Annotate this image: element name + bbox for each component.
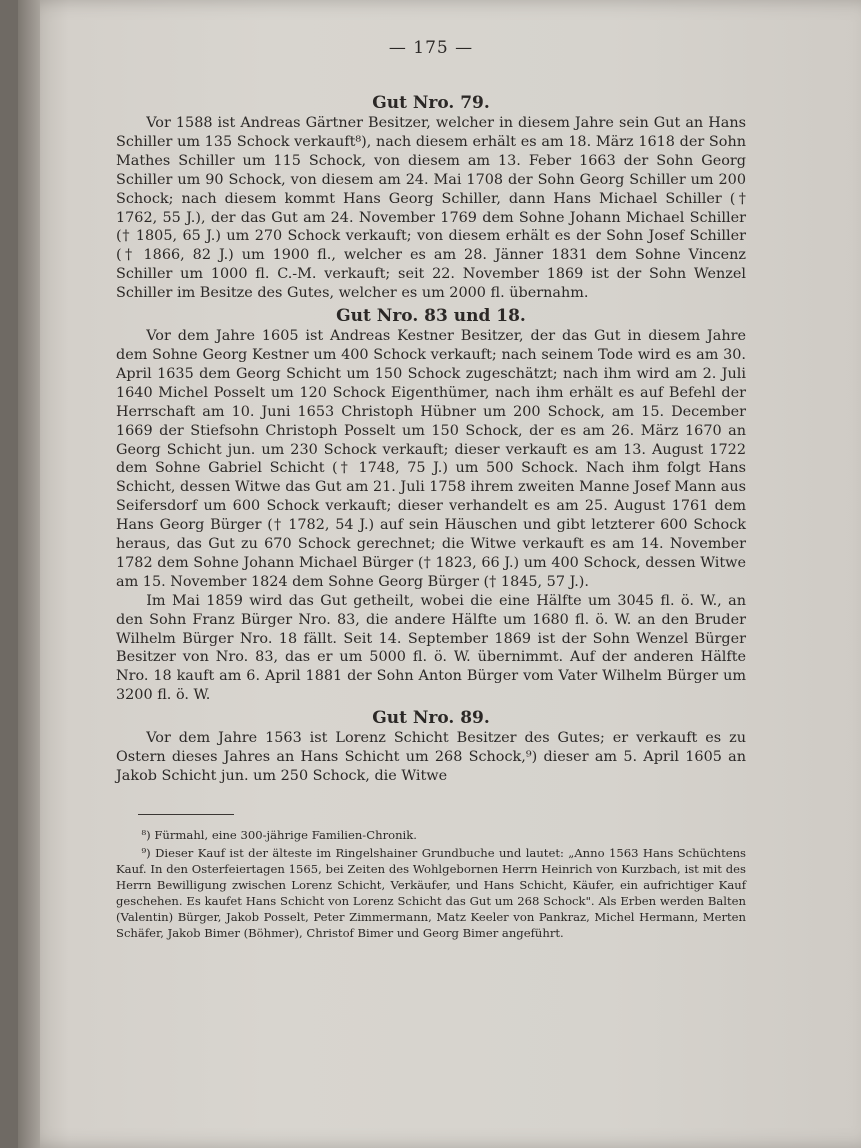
section-heading: Gut Nro. 83 und 18. xyxy=(336,306,526,327)
page-number: — 175 — xyxy=(388,38,474,58)
section-gut-79 xyxy=(116,92,746,303)
section-paragraph: Vor 1588 ist Andreas Gärtner Besitzer, welcher in diesem Jahre sein Gut an Hans Schiller um 135 Schock verkauft⁸), nach diesem erhält es am 18. März 1618 der Sohn Mathes Schiller um 115 Schock, von diesem am 13. Feber 1663 der Sohn Georg Schiller um 90 Schock, von diesem am 24. Mai 1708 der Sohn Georg Schiller um 200 Schock; nach diesem kommt Hans Georg Schiller, dann Hans Michael Schiller († 1762, 55 J.), der das Gut am 24. November 1769 dem Sohne Johann Michael Schiller († 1805, 65 J.) um 270 Schock verkauft; von diesem erhält es der Sohn Josef Schiller († 1866, 82 J.) um 1900 fl., welcher es am 28. Jänner 1831 dem Sohne Vincenz Schiller um 1000 fl. C.-M. verkauft; seit 22. November 1869 ist der Sohn Wenzel Schiller im Besitze des Gutes, welcher es um 2000 fl. übernahm. xyxy=(116,115,746,302)
section-gut-89 xyxy=(116,707,746,786)
section-gut-83-18 xyxy=(116,305,746,705)
section-paragraph: Vor dem Jahre 1605 ist Andreas Kestner Besitzer, der das Gut in diesem Jahre dem Sohne Georg Kestner um 400 Schock verkauft; nach seinem Tode wird es am 30. April 1635 dem Georg Schicht um 150 Schock zugeschätzt; nach ihm wird am 2. Juli 1640 Michel Posselt um 120 Schock Eigenthümer, nach ihm erhält es auf Befehl der Herrschaft am 10. Juni 1653 Christoph Hübner um 200 Schock, am 15. December 1669 der Stiefsohn Christoph Posselt um 150 Schock, der es am 26. März 1670 an Georg Schicht jun. um 230 Schock verkauft; dieser verkauft es am 13. August 1722 dem Sohne Gabriel Schicht († 1748, 75 J.) um 500 Schock. Nach ihm folgt Hans Schicht, dessen Witwe das Gut am 21. Juli 1758 ihrem zweiten Manne Josef Mann aus Seifersdorf um 600 Schock verkauft; dieser verhandelt es am 25. August 1761 dem Hans Georg Bürger († 1782, 54 J.) auf sein Häuschen und gibt letzterer 600 Schock heraus, das Gut zu 670 Schock gerechnet; die Witwe verkauft es am 14. November 1782 dem Sohne Johann Michael Bürger († 1823, 66 J.) um 400 Schock, dessen Witwe am 15. November 1824 dem Sohne Georg Bürger († 1845, 57 J.). xyxy=(116,328,746,590)
page-content xyxy=(116,38,746,941)
section-heading: Gut Nro. 79. xyxy=(372,93,490,113)
section-paragraph: Vor dem Jahre 1563 ist Lorenz Schicht Besitzer des Gutes; er verkauft es zu Ostern dieses Jahres an Hans Schicht um 268 Schock,⁹) dieser am 5. April 1605 an Jakob Schicht jun. um 250 Schock, die Witwe xyxy=(116,730,746,784)
section-paragraph: Im Mai 1859 wird das Gut getheilt, wobei die eine Hälfte um 3045 fl. ö. W., an den Sohn Franz Bürger Nro. 83, die andere Hälfte um 1680 fl. ö. W. an den Bruder Wilhelm Bürger Nro. 18 fällt. Seit 14. September 1869 ist der Sohn Wenzel Bürger Besitzer von Nro. 83, das er um 5000 fl. ö. W. übernimmt. Auf der anderen Hälfte Nro. 18 kauft am 6. April 1881 der Sohn Anton Bürger vom Vater Wilhelm Bürger um 3200 fl. ö. W. xyxy=(116,592,746,704)
section-heading: Gut Nro. 89. xyxy=(372,708,490,729)
footnote-divider xyxy=(138,814,234,815)
book-page xyxy=(18,0,861,1148)
page-gutter-shadow xyxy=(18,0,40,1148)
footnote: ⁸) Fürmahl, eine 300-jährige Familien-Chronik. xyxy=(141,827,417,842)
footnote: ⁹) Dieser Kauf ist der älteste im Ringelshainer Grundbuche und lautet: „Anno 1563 Hans Schüchtens Kauf. In den Osterfeiertagen 1565, bei Zeiten des Wohlgebornen Herrn Heinrich von Kurzbach, ist mit des Herrn Bewilligung zwischen Lorenz Schicht, Verkäufer, und Hans Schicht, Käufer, ein aufrichtiger Kauf geschehen. Es kaufet Hans Schicht von Lorenz Schicht das Gut um 268 Schock". Als Erben werden Balten (Valentin) Bürger, Jakob Posselt, Peter Zimmermann, Matz Keeler von Pankraz, Michel Hermann, Merten Schäfer, Jakob Bimer (Böhmer), Christof Bimer und Georg Bimer angeführt. xyxy=(116,845,746,940)
